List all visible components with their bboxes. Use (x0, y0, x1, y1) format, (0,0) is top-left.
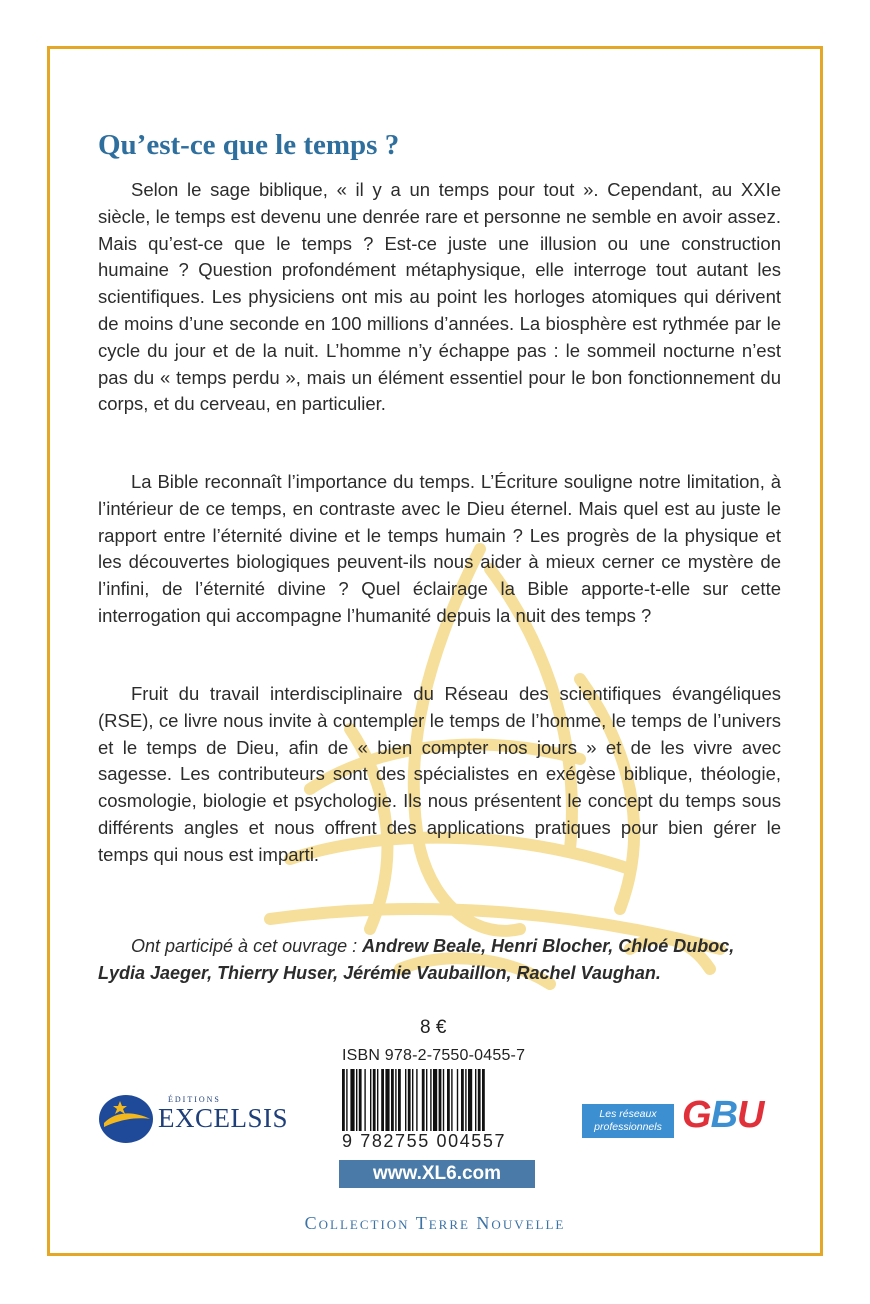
paragraph-book: Fruit du travail interdisciplinaire du Réseau des scientifiques évangéliques (RSE), ce livre nous invite à contempler le temps de l’homme, le temps de l’univers et le temps de Dieu, afin de « bien compter nos jours » et de les vivre avec sagesse. Les contributeurs sont des spécialistes en exégèse biblique, théologie, cosmologie, biologie et psychologie. Ils nous présentent le concept du temps sous différents angles et nous offrent des applications pratiques pour bien gérer le temps qui nous est imparti. (98, 683, 781, 865)
partner-tagline-line2: professionnels (594, 1121, 662, 1133)
isbn: ISBN 978-2-7550-0455-7 (342, 1047, 526, 1064)
contributors-intro: Ont participé à cet ouvrage : (131, 936, 363, 956)
paragraph-bible: La Bible reconnaît l’importance du temps. L’Écriture souligne notre limitation, à l’intérieur de ce temps, en contraste avec le Dieu éternel. Mais quel est au juste le rapport entre l’éternité divine et le temps humain ? Les progrès de la physique et les découvertes biologiques peuvent-ils nous aider à mieux cerner ce mystère de l’infini, de l’éternité divine ? Quel éclairage la Bible apporte-t-elle sur cette interrogation qui accompagne l’humanité depuis la nuit des temps ? (98, 471, 781, 626)
cover-frame (47, 46, 823, 1256)
partner-letter-u: U (737, 1094, 764, 1136)
paragraph-intro: Selon le sage biblique, « il y a un temps pour tout ». Cependant, au XXIe siècle, le temps est devenu une denrée rare et personne ne semble en avoir assez. Mais qu’est-ce que le temps ? Est-ce juste une illusion ou une construction humaine ? Question profondément métaphysique, elle interroge tout autant les scientifiques. Les physiciens ont mis au point les horloges atomiques qui dérivent de moins d’une seconde en 100 millions d’années. La biosphère est rythmée par le cycle du jour et de la nuit. L’homme n’y échappe pas : le sommeil nocturne n’est pas du « temps perdu », mais un élément essentiel pour le bon fonctionnement du corps, et du cerveau, en particulier. (98, 179, 781, 415)
contributors-names: Andrew Beale, Henri Blocher, Chloé Duboc, Lydia Jaeger, Thierry Huser, Jérémie Vaubaillon, Rachel Vaughan. (98, 936, 735, 983)
partner-letter-g: G (682, 1094, 711, 1136)
collection-name: Collection Terre Nouvelle (304, 1213, 566, 1233)
barcode (340, 1069, 538, 1131)
partner-tagline (582, 1104, 674, 1138)
partner-logo (582, 1094, 782, 1146)
partner-letter-b: B (710, 1094, 738, 1136)
partner-wordmark (682, 1094, 763, 1137)
publisher-logo (98, 1089, 308, 1149)
partner-tagline-line1: Les réseaux (599, 1108, 657, 1120)
price: 8 € (420, 1017, 447, 1038)
publisher-name: EXCELSIS (158, 1103, 289, 1133)
page-title: Qu’est-ce que le temps ? (98, 129, 400, 161)
website-link[interactable]: www.XL6.com (339, 1160, 535, 1188)
barcode-number: 9 782755 004557 (342, 1131, 507, 1151)
publisher-editions: ÉDITIONS (168, 1095, 221, 1104)
contributors-line (98, 933, 781, 987)
publisher-emblem-icon (98, 1089, 154, 1145)
